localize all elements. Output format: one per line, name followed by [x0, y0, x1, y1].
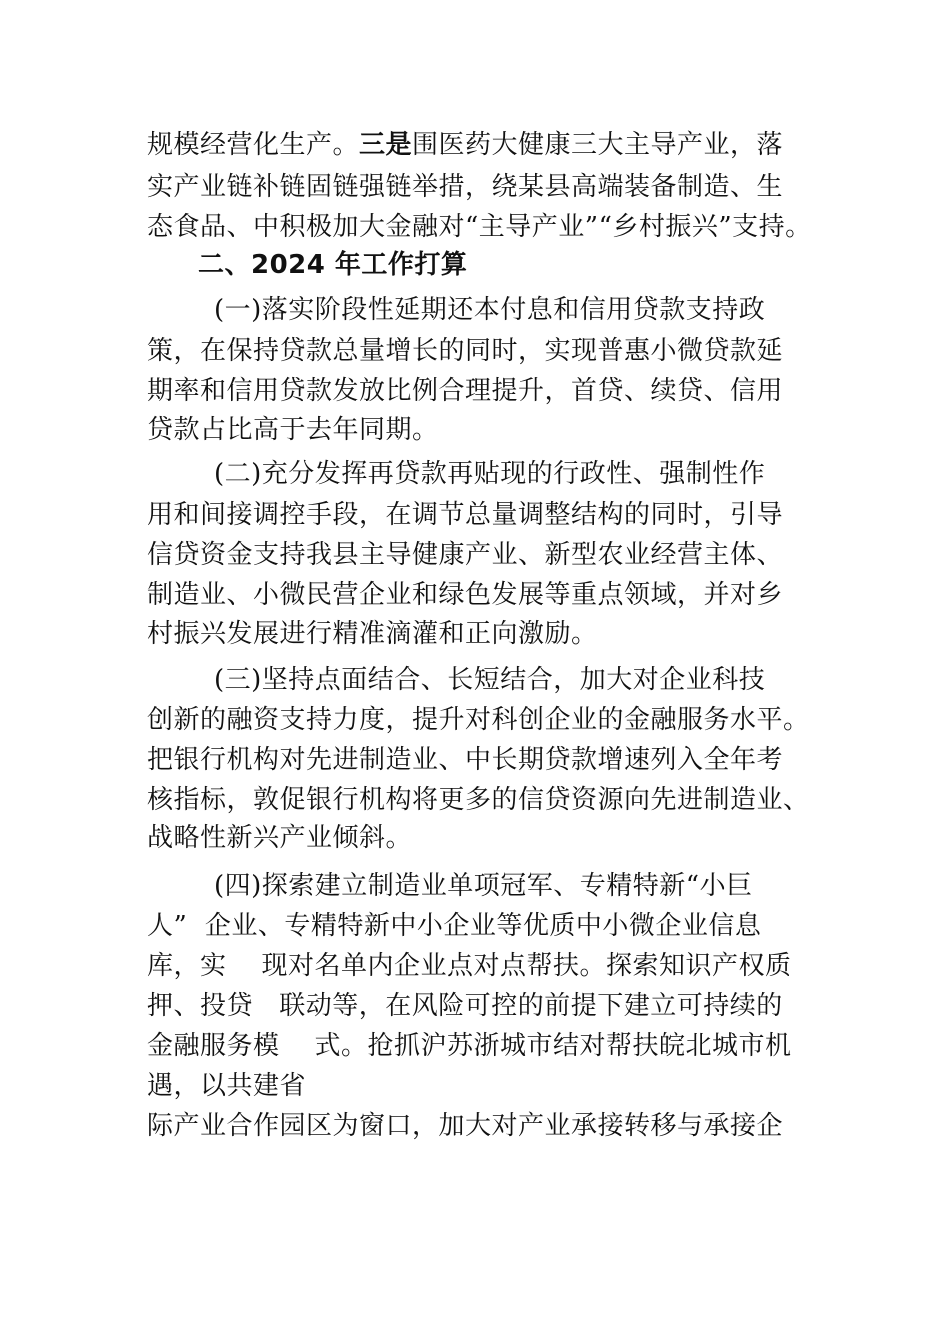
- item-4-line-6: 遇，以共建省: [147, 1071, 307, 1101]
- item-3-line-5: 战略性新兴产业倾斜。: [147, 823, 413, 853]
- item-1-line-3: 期率和信用贷款发放比例合理提升，首贷、续贷、信用: [147, 376, 784, 406]
- intro-bold-marker: 三是: [359, 130, 413, 160]
- item-3-line-3: 把银行机构对先进制造业、中长期贷款增速列入全年考: [147, 745, 784, 775]
- item-4-line-7: 际产业合作园区为窗口，加大对产业承接转移与承接企: [147, 1111, 784, 1141]
- item-4-line-2: 人” 企业、专精特新中小企业等优质中小微企业信息: [147, 911, 762, 941]
- item-4-line-3: 库，实 现对名单内企业点对点帮扶。探索知识产权质: [147, 951, 792, 981]
- item-4-line-1: (四)探索建立制造业单项冠军、专精特新“小巨: [214, 871, 753, 901]
- item-2-line-1: (二)充分发挥再贷款再贴现的行政性、强制性作: [214, 459, 766, 489]
- item-4-line-4: 押、投贷 联动等，在风险可控的前提下建立可持续的: [147, 991, 783, 1021]
- item-1-line-2: 策，在保持贷款总量增长的同时，实现普惠小微贷款延: [147, 336, 784, 366]
- intro-text-b: 围医药大健康三大主导产业，落: [412, 130, 784, 160]
- item-2-line-4: 制造业、小微民营企业和绿色发展等重点领域，并对乡: [147, 580, 784, 610]
- intro-line-3: 态食品、中积极加大金融对“主导产业”“乡村振兴”支持。: [147, 212, 812, 242]
- item-2-line-3: 信贷资金支持我县主导健康产业、新型农业经营主体、: [147, 540, 784, 570]
- section-heading: 二、2024 年工作打算: [198, 250, 468, 280]
- intro-text-a: 规模经营化生产。: [147, 130, 360, 160]
- item-3-line-1: (三)坚持点面结合、长短结合，加大对企业科技: [214, 665, 766, 695]
- intro-line-1: [147, 125, 783, 165]
- item-2-line-5: 村振兴发展进行精准滴灌和正向激励。: [147, 619, 598, 649]
- intro-line-2: 实产业链补链固链强链举措，绕某县高端装备制造、生: [147, 172, 784, 202]
- item-4-line-5: 金融服务模 式。抢抓沪苏浙城市结对帮扶皖北城市机: [147, 1031, 792, 1061]
- item-3-line-4: 核指标，敦促银行机构将更多的信贷资源向先进制造业、: [147, 785, 810, 815]
- item-1-line-4: 贷款占比高于去年同期。: [147, 415, 439, 445]
- item-3-line-2: 创新的融资支持力度，提升对科创企业的金融服务水平。: [147, 705, 810, 735]
- item-2-line-2: 用和间接调控手段，在调节总量调整结构的同时，引导: [147, 500, 784, 530]
- item-1-line-1: (一)落实阶段性延期还本付息和信用贷款支持政: [214, 295, 766, 325]
